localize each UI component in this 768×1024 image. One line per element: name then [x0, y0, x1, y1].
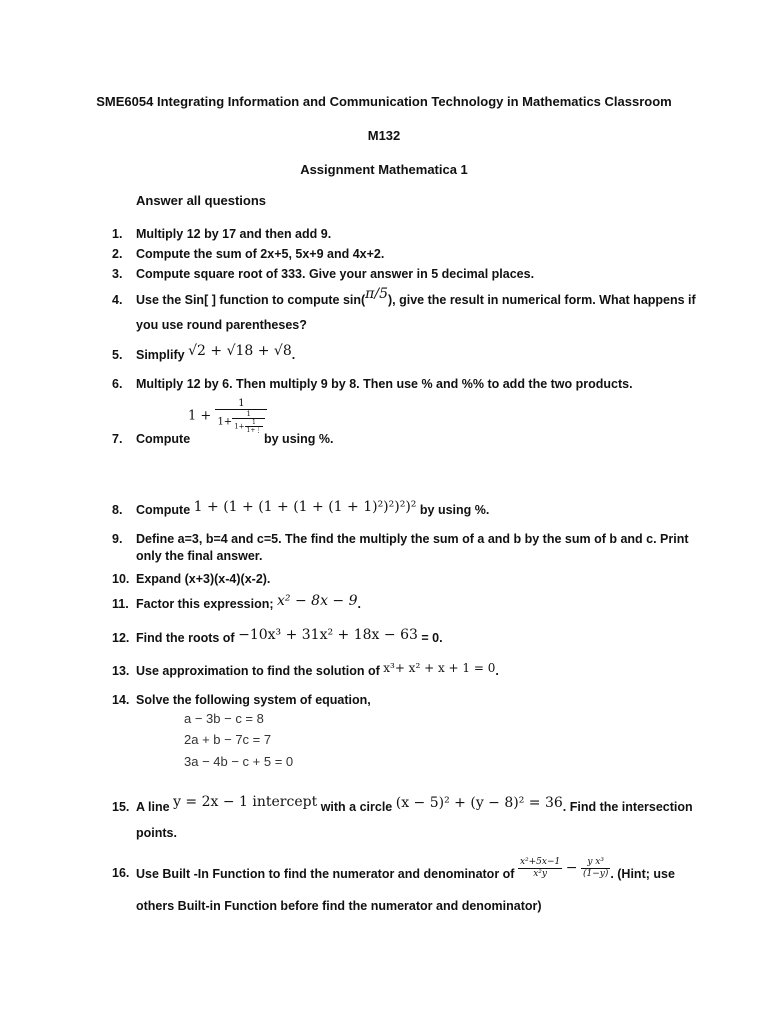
math-expression: 1 + (1 + (1 + (1 + (1 + 1)²)²)²)² — [193, 499, 417, 515]
cf-denominator: 1+ — [217, 416, 233, 428]
question-number: 9. — [112, 532, 123, 546]
cf-numerator: 1 — [215, 398, 267, 410]
minus-sign: − — [565, 859, 578, 876]
question-text: Simplify — [136, 348, 185, 362]
fraction-2-numerator: y x³ — [581, 857, 610, 869]
fraction-2 — [581, 857, 610, 880]
cf-denominator-2: 1+ — [234, 422, 245, 431]
question-tail: . — [357, 597, 361, 611]
question-text: Find the roots of — [136, 631, 235, 645]
question-number: 16. — [112, 866, 130, 880]
fraction-1 — [518, 857, 562, 880]
question-text: Multiply 12 by 6. Then multiply 9 by 8. Then use % and %% to add the two products. — [136, 377, 633, 391]
question-number: 7. — [112, 432, 123, 446]
course-title: SME6054 Integrating Information and Communication Technology in Mathematics Classroom — [96, 94, 672, 109]
assignment-title: Assignment Mathematica 1 — [300, 162, 468, 177]
question-text: A line — [136, 800, 170, 814]
question-tail: . (Hint; use — [610, 866, 675, 881]
question-number: 8. — [112, 503, 123, 517]
question-text: Use approximation to find the solution of — [136, 664, 380, 678]
question-number: 12. — [112, 631, 130, 645]
question-number: 6. — [112, 377, 123, 391]
question-9-continuation: only the final answer. — [136, 549, 263, 563]
question-number: 14. — [112, 693, 130, 707]
course-code: M132 — [367, 128, 401, 143]
question-text: Compute the sum of 2x+5, 5x+9 and 4x+2. — [136, 247, 385, 261]
question-number: 15. — [112, 800, 130, 814]
question-tail: by using %. — [264, 432, 334, 446]
math-expression-2: (x − 5)² + (y − 8)² = 36 — [395, 795, 563, 811]
question-number: 11. — [112, 597, 129, 611]
equation-3: 3a − 4b − c + 5 = 0 — [184, 754, 294, 769]
question-text: Define a=3, b=4 and c=5. The find the multiply the sum of a and b by the sum of b and c. Print — [136, 532, 689, 546]
question-text: Multiply 12 by 17 and then add 9. — [136, 227, 332, 241]
question-text-cont: with a circle — [320, 800, 393, 814]
fraction-1-numerator: x²+5x−1 — [519, 857, 561, 867]
question-text: Compute — [136, 503, 191, 517]
math-expression: π/5 — [365, 286, 388, 302]
question-number: 3. — [112, 267, 123, 281]
math-expression: x² − 8x − 9 — [277, 593, 358, 609]
question-text: Solve the following system of equation, — [136, 693, 371, 707]
question-text: Use the Sin[ ] function to compute sin( — [136, 293, 366, 307]
question-text: Use Built -In Function to find the numerator and denominator of — [136, 866, 515, 881]
cf-numerator-2: 1 — [232, 410, 265, 419]
question-number: 2. — [112, 247, 123, 261]
question-text: Expand (x+3)(x-4)(x-2). — [136, 572, 271, 586]
question-16-continuation: others Built-in Function before find the numerator and denominator) — [136, 899, 542, 913]
instruction: Answer all questions — [136, 193, 267, 208]
question-tail: . — [495, 664, 499, 678]
question-text: Compute square root of 333. Give your answer in 5 decimal places. — [136, 267, 535, 281]
cf-numerator-3: 1 — [245, 419, 264, 427]
question-number: 1. — [112, 227, 123, 241]
question-text: Compute — [136, 432, 191, 446]
fraction-1-denominator: x²y — [533, 869, 547, 879]
question-15-continuation: points. — [136, 826, 177, 840]
question-tail: . Find the intersection — [562, 800, 693, 814]
cf-denominator-3: 1+⋮ — [246, 427, 262, 434]
question-tail: by using %. — [419, 503, 490, 517]
question-tail: = 0. — [421, 631, 443, 645]
cf-lead: 1 + — [188, 408, 212, 424]
equation-2: 2a + b − 7c = 7 — [184, 732, 272, 747]
equation-1: a − 3b − c = 8 — [184, 711, 264, 726]
question-tail: . — [291, 348, 296, 362]
question-number: 13. — [112, 664, 130, 678]
math-expression: y = 2x − 1 intercept — [173, 794, 318, 810]
question-number: 10. — [112, 572, 130, 586]
math-expression: x³+ x² + x + 1 = 0 — [383, 661, 496, 675]
fraction-2-denominator: (1−y) — [582, 869, 609, 879]
math-expression: √2 + √18 + √8 — [188, 343, 292, 359]
question-4-continuation: you use round parentheses? — [136, 318, 307, 332]
question-text-cont: ), give the result in numerical form. What happens if — [388, 293, 696, 307]
question-number: 5. — [112, 348, 123, 362]
math-expression: −10x³ + 31x² + 18x − 63 — [238, 627, 418, 643]
question-number: 4. — [112, 293, 123, 307]
question-text: Factor this expression; — [136, 597, 274, 611]
